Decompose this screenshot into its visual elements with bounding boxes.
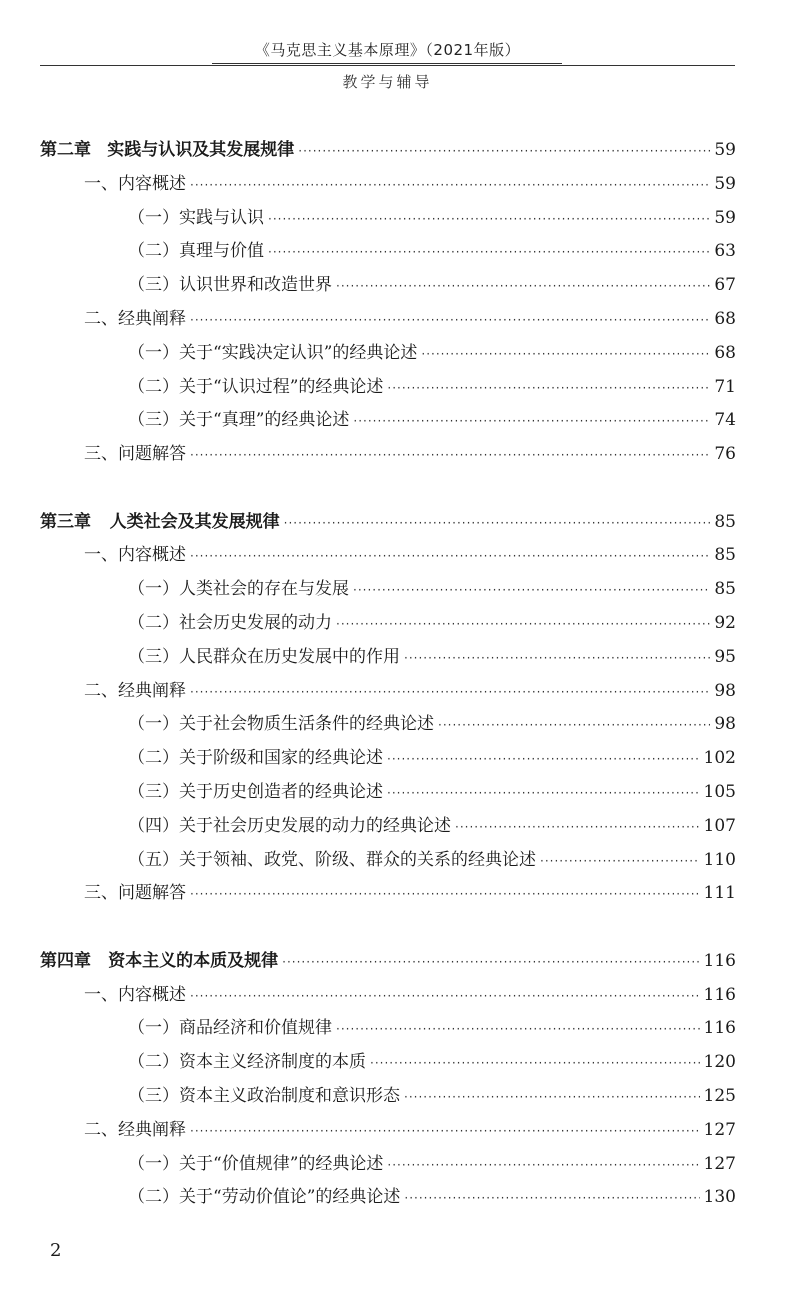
entry-page-number: 98 bbox=[714, 680, 736, 701]
toc-subsection-row[interactable] bbox=[40, 235, 736, 269]
header-rule bbox=[40, 65, 735, 66]
chapter-gap bbox=[40, 472, 736, 506]
subsection-title: （一）关于社会物质生活条件的经典论述 bbox=[128, 714, 434, 735]
entry-page-number: 68 bbox=[714, 342, 736, 363]
chapter-number: 第二章 bbox=[40, 140, 91, 160]
chapter-title: 实践与认识及其发展规律 bbox=[107, 140, 295, 160]
toc-subsection-row[interactable] bbox=[40, 1080, 736, 1114]
chapter-title: 资本主义的本质及规律 bbox=[108, 950, 279, 971]
dot-leader bbox=[190, 439, 710, 473]
subsection-title: （一）人类社会的存在与发展 bbox=[128, 579, 349, 600]
toc-subsection-row[interactable] bbox=[40, 337, 736, 371]
dot-leader bbox=[370, 1047, 700, 1081]
dot-leader bbox=[353, 405, 710, 439]
dot-leader bbox=[387, 372, 710, 406]
running-header bbox=[40, 40, 735, 91]
toc-subsection-row[interactable] bbox=[40, 810, 736, 844]
dot-leader bbox=[336, 608, 710, 642]
entry-page-number: 125 bbox=[703, 1085, 736, 1106]
dot-leader bbox=[268, 236, 710, 270]
subsection-title: （二）社会历史发展的动力 bbox=[128, 612, 332, 633]
entry-page-number: 127 bbox=[703, 1119, 736, 1140]
dot-leader bbox=[455, 811, 700, 845]
toc-section-row[interactable] bbox=[40, 539, 736, 573]
page-number: 2 bbox=[50, 1240, 62, 1261]
toc-section-row[interactable] bbox=[40, 979, 736, 1013]
toc-subsection-row[interactable] bbox=[40, 844, 736, 878]
toc-subsection-row[interactable] bbox=[40, 742, 736, 776]
subsection-title: （五）关于领袖、政党、阶级、群众的关系的经典论述 bbox=[128, 849, 536, 870]
toc-chapter-row[interactable] bbox=[40, 134, 736, 168]
dot-leader bbox=[438, 709, 710, 743]
subsection-title: （三）人民群众在历史发展中的作用 bbox=[128, 646, 400, 667]
entry-page-number: 105 bbox=[703, 781, 736, 802]
entry-page-number: 116 bbox=[703, 1018, 736, 1039]
section-title: 二、经典阐释 bbox=[84, 308, 186, 329]
subsection-title: （三）关于历史创造者的经典论述 bbox=[128, 781, 383, 802]
toc-section-row[interactable] bbox=[40, 438, 736, 472]
toc-subsection-row[interactable] bbox=[40, 573, 736, 607]
dot-leader bbox=[353, 574, 710, 608]
entry-page-number: 59 bbox=[714, 207, 736, 228]
subsection-title: （二）关于“劳动价值论”的经典论述 bbox=[128, 1187, 401, 1208]
book-title: 《马克思主义基本原理》（2021年版） bbox=[254, 41, 521, 59]
toc-subsection-row[interactable] bbox=[40, 607, 736, 641]
toc-subsection-row[interactable] bbox=[40, 1012, 736, 1046]
dot-leader bbox=[282, 946, 699, 980]
entry-page-number: 76 bbox=[714, 444, 736, 465]
entry-page-number: 120 bbox=[703, 1052, 736, 1073]
toc-subsection-row[interactable] bbox=[40, 641, 736, 675]
book-subtitle: 教学与辅导 bbox=[342, 73, 433, 91]
toc-section-row[interactable] bbox=[40, 675, 736, 709]
subsection-title: （三）认识世界和改造世界 bbox=[128, 275, 332, 296]
dot-leader bbox=[336, 270, 710, 304]
dot-leader bbox=[190, 304, 710, 338]
entry-page-number: 67 bbox=[714, 275, 736, 296]
dot-leader bbox=[190, 676, 710, 710]
section-title: 一、内容概述 bbox=[84, 545, 186, 566]
entry-page-number: 116 bbox=[703, 984, 736, 1005]
toc-subsection-row[interactable] bbox=[40, 1046, 736, 1080]
entry-page-number: 59 bbox=[714, 173, 736, 194]
dot-leader bbox=[190, 1115, 700, 1149]
subsection-title: （一）关于“实践决定认识”的经典论述 bbox=[128, 342, 418, 363]
dot-leader bbox=[190, 980, 700, 1014]
dot-leader bbox=[404, 1081, 700, 1115]
entry-page-number: 130 bbox=[703, 1187, 736, 1208]
toc-section-row[interactable] bbox=[40, 303, 736, 337]
subsection-title: （二）资本主义经济制度的本质 bbox=[128, 1052, 366, 1073]
entry-page-number: 63 bbox=[714, 241, 736, 262]
toc-section-row[interactable] bbox=[40, 168, 736, 202]
entry-page-number: 102 bbox=[703, 748, 736, 769]
subsection-title: （二）真理与价值 bbox=[128, 241, 264, 262]
section-title: 一、内容概述 bbox=[84, 173, 186, 194]
chapter-gap bbox=[40, 911, 736, 945]
toc-subsection-row[interactable] bbox=[40, 371, 736, 405]
entry-page-number: 68 bbox=[714, 308, 736, 329]
section-title: 二、经典阐释 bbox=[84, 1119, 186, 1140]
subsection-title: （三）关于“真理”的经典论述 bbox=[128, 410, 350, 431]
dot-leader bbox=[387, 777, 700, 811]
section-title: 三、问题解答 bbox=[84, 883, 186, 904]
dot-leader bbox=[387, 1149, 699, 1183]
dot-leader bbox=[268, 203, 710, 237]
chapter-page-number: 85 bbox=[714, 511, 736, 532]
chapter-page-number: 116 bbox=[703, 950, 736, 971]
toc-subsection-row[interactable] bbox=[40, 708, 736, 742]
chapter-title: 人类社会及其发展规律 bbox=[109, 511, 280, 532]
toc-subsection-row[interactable] bbox=[40, 404, 736, 438]
toc-subsection-row[interactable] bbox=[40, 1181, 736, 1215]
subsection-title: （二）关于阶级和国家的经典论述 bbox=[128, 748, 383, 769]
entry-page-number: 74 bbox=[714, 410, 736, 431]
toc-subsection-row[interactable] bbox=[40, 202, 736, 236]
header-title-underline bbox=[212, 63, 562, 64]
toc-subsection-row[interactable] bbox=[40, 1148, 736, 1182]
dot-leader bbox=[387, 743, 700, 777]
toc-chapter-row[interactable] bbox=[40, 506, 736, 540]
subsection-title: （三）资本主义政治制度和意识形态 bbox=[128, 1085, 400, 1106]
dot-leader bbox=[190, 540, 710, 574]
section-title: 一、内容概述 bbox=[84, 984, 186, 1005]
entry-page-number: 71 bbox=[714, 376, 736, 397]
entry-page-number: 98 bbox=[714, 714, 736, 735]
chapter-page-number: 59 bbox=[714, 140, 736, 160]
dot-leader bbox=[190, 878, 700, 912]
entry-page-number: 110 bbox=[703, 849, 736, 870]
dot-leader bbox=[190, 169, 710, 203]
section-title: 二、经典阐释 bbox=[84, 680, 186, 701]
toc-section-row[interactable] bbox=[40, 1114, 736, 1148]
toc-section-row[interactable] bbox=[40, 877, 736, 911]
subsection-title: （二）关于“认识过程”的经典论述 bbox=[128, 376, 384, 397]
dot-leader bbox=[404, 1182, 699, 1216]
toc-chapter-row[interactable] bbox=[40, 945, 736, 979]
dot-leader bbox=[540, 845, 700, 879]
entry-page-number: 107 bbox=[703, 815, 736, 836]
entry-page-number: 127 bbox=[703, 1153, 736, 1174]
dot-leader bbox=[298, 135, 710, 169]
entry-page-number: 95 bbox=[714, 646, 736, 667]
entry-page-number: 85 bbox=[714, 545, 736, 566]
subsection-title: （一）实践与认识 bbox=[128, 207, 264, 228]
entry-page-number: 111 bbox=[703, 883, 736, 904]
table-of-contents bbox=[40, 134, 736, 1215]
chapter-number: 第三章 bbox=[40, 511, 91, 532]
subsection-title: （四）关于社会历史发展的动力的经典论述 bbox=[128, 815, 451, 836]
chapter-number: 第四章 bbox=[40, 950, 91, 971]
section-title: 三、问题解答 bbox=[84, 444, 186, 465]
dot-leader bbox=[284, 507, 711, 541]
dot-leader bbox=[421, 338, 710, 372]
toc-subsection-row[interactable] bbox=[40, 269, 736, 303]
entry-page-number: 85 bbox=[714, 579, 736, 600]
entry-page-number: 92 bbox=[714, 612, 736, 633]
dot-leader bbox=[404, 642, 710, 676]
subsection-title: （一）关于“价值规律”的经典论述 bbox=[128, 1153, 384, 1174]
subsection-title: （一）商品经济和价值规律 bbox=[128, 1018, 332, 1039]
toc-subsection-row[interactable] bbox=[40, 776, 736, 810]
dot-leader bbox=[336, 1013, 700, 1047]
